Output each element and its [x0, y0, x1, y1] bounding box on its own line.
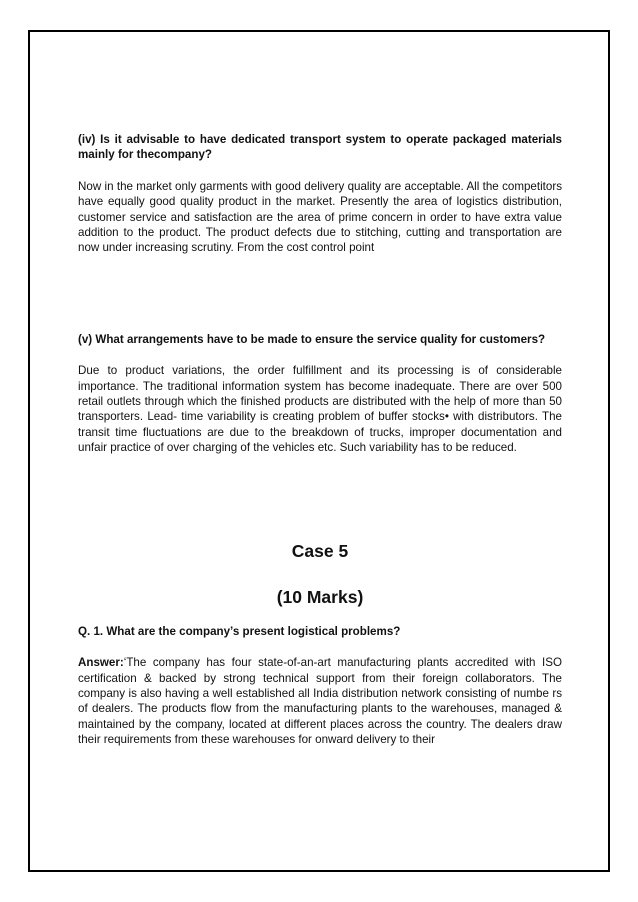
question-iv-heading: (iv) Is it advisable to have dedicated transport system to operate packaged materials mainly for thecompany?	[78, 133, 562, 162]
case-title: Case 5	[291, 540, 349, 561]
answer-label: Answer:	[78, 656, 124, 670]
question-1-answer	[78, 655, 562, 747]
question-1-heading: Q. 1. What are the company’s present logistical problems?	[78, 624, 401, 638]
answer-body: ‘The company has four state-of-an-art manufacturing plants accredited with ISO certification & backed by strong technical support from their foreign collaborators. The company is also having a well established all India distribution network consisting of numbe rs of dealers. The products flow from the manufacturing plants to the warehouses, managed & maintained by the company, located at different places across the country. The dealers draw their requirements from these warehouses for onward delivery to their	[78, 656, 562, 747]
document-body	[78, 132, 562, 748]
question-v-heading: (v) What arrangements have to be made to ensure the service quality for customers?	[78, 332, 546, 346]
case-marks: (10 Marks)	[276, 586, 364, 607]
question-v-body: Due to product variations, the order fulfillment and its processing is of considerable importance. The traditional information system has become inadequate. There are over 500 retail outlets through which the finished products are distributed with the help of more than 50 transporters. Lead- time variability is creating problem of buffer stocks• with distributors. The transit time fluctuations are due to the breakdown of trucks, improper documentation and unfair practice of over charging of the vehicles etc. Such variability has to be reduced.	[78, 364, 562, 455]
question-iv-body: Now in the market only garments with good delivery quality are acceptable. All the competitors have equally good quality product in the market. Presently the area of logistics distribution, customer service and satisfaction are the area of prime concern in order to have extra value addition to the product. The product defects due to stitching, cutting and transportation are now under increasing scrutiny. From the cost control point	[78, 179, 562, 255]
